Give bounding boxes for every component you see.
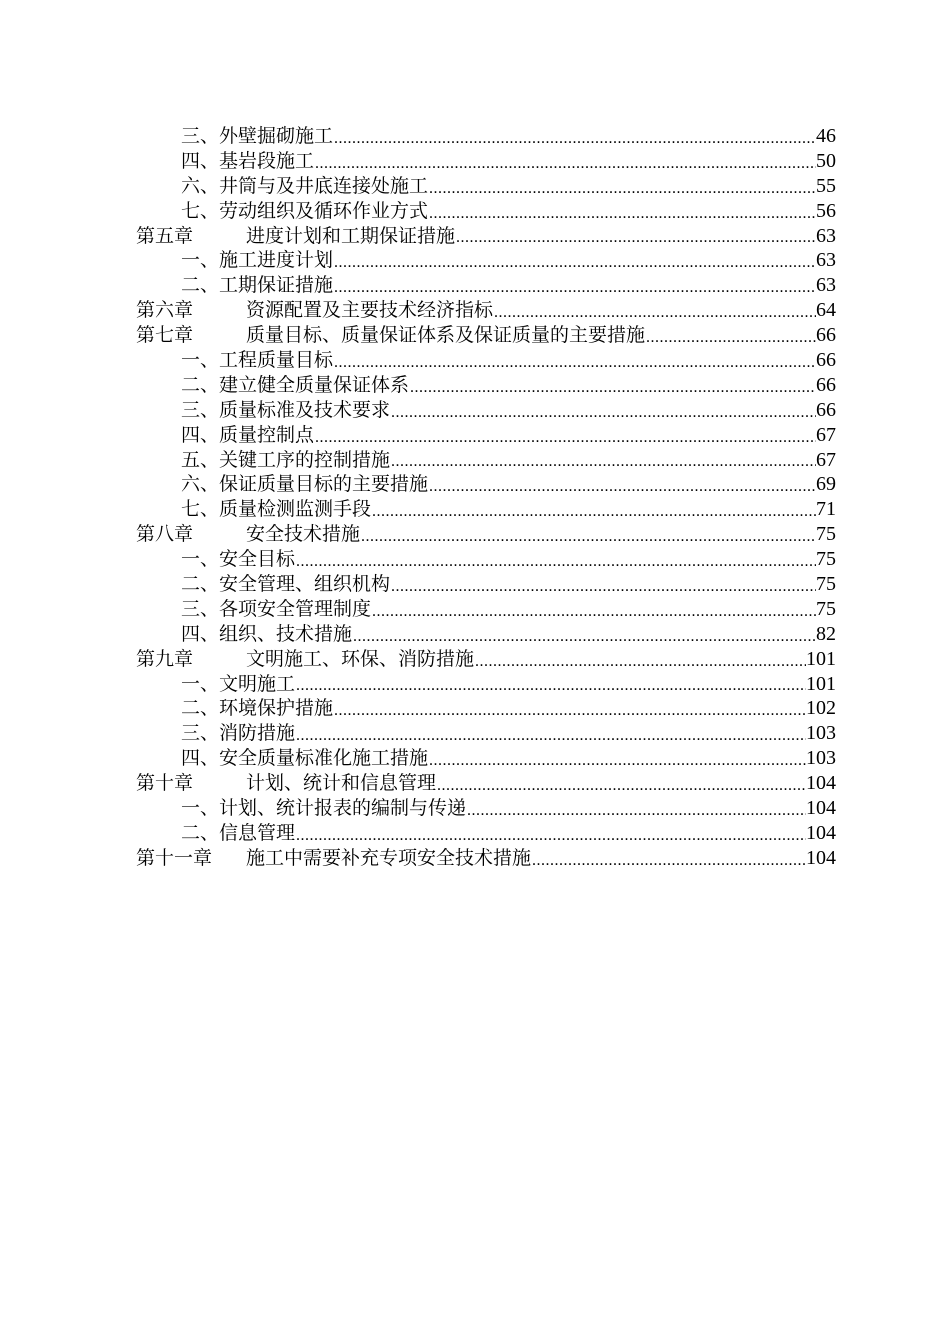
toc-entry-title: 施工进度计划 [219, 249, 334, 272]
toc-entry-title: 施工中需要补充专项安全技术措施 [246, 846, 532, 869]
toc-section-entry[interactable] [136, 547, 836, 572]
toc-entry-number: 三、 [181, 398, 220, 421]
toc-entry-page-number: 104 [806, 846, 836, 869]
toc-entry-page-number: 66 [816, 373, 836, 396]
toc-section-entry[interactable] [136, 497, 836, 522]
toc-entry-page-number: 56 [816, 199, 836, 222]
toc-dot-leader [390, 452, 816, 472]
toc-entry-title: 基岩段施工 [219, 149, 315, 172]
toc-entry-number: 第十一章 [136, 846, 213, 869]
toc-dot-leader [371, 602, 816, 622]
toc-section-entry[interactable] [136, 174, 836, 199]
toc-section-entry[interactable] [136, 273, 836, 298]
toc-dot-leader [466, 801, 806, 821]
toc-entry-number: 第九章 [136, 647, 194, 670]
toc-entry-number: 一、 [181, 249, 220, 272]
toc-entry-number: 二、 [181, 821, 220, 844]
toc-entry-number: 四、 [181, 149, 220, 172]
toc-entry-page-number: 63 [816, 274, 836, 297]
toc-entry-page-number: 75 [816, 548, 836, 571]
toc-entry-page-number: 75 [816, 573, 836, 596]
toc-section-entry[interactable] [136, 472, 836, 497]
toc-entry-title: 保证质量目标的主要措施 [219, 473, 429, 496]
toc-entry-title: 井筒与及井底连接处施工 [219, 174, 429, 197]
toc-entry-page-number: 66 [816, 324, 836, 347]
toc-dot-leader [645, 328, 816, 348]
toc-section-entry[interactable] [136, 199, 836, 224]
toc-entry-title: 外壁掘砌施工 [219, 124, 334, 147]
toc-entry-number: 二、 [181, 697, 220, 720]
toc-entry-number: 一、 [181, 349, 220, 371]
toc-section-entry[interactable] [136, 746, 836, 771]
toc-entry-page-number: 103 [806, 722, 836, 745]
toc-entry-page-number: 71 [816, 498, 836, 521]
toc-dot-leader [295, 726, 806, 746]
toc-dot-leader [390, 577, 816, 597]
toc-entry-number: 四、 [181, 747, 220, 770]
toc-entry-title: 文明施工 [219, 672, 296, 695]
toc-section-entry[interactable] [136, 373, 836, 398]
toc-entry-number: 一、 [181, 672, 220, 695]
toc-section-entry[interactable] [136, 572, 836, 597]
toc-dot-leader [436, 776, 806, 796]
toc-entry-title: 计划、统计报表的编制与传递 [219, 797, 467, 820]
toc-section-entry[interactable] [136, 721, 836, 746]
toc-entry-number: 四、 [181, 423, 220, 446]
toc-entry-page-number: 104 [806, 821, 836, 844]
toc-entry-title: 计划、统计和信息管理 [246, 772, 437, 795]
toc-entry-title: 各项安全管理制度 [219, 597, 372, 620]
toc-entry-title: 资源配置及主要技术经济指标 [246, 299, 494, 322]
toc-entry-number: 一、 [181, 797, 220, 820]
toc-dot-leader [409, 378, 816, 398]
toc-chapter-entry[interactable] [136, 771, 836, 796]
toc-entry-title: 进度计划和工期保证措施 [246, 224, 456, 247]
toc-dot-leader [295, 552, 816, 572]
toc-dot-leader [531, 851, 806, 871]
toc-section-entry[interactable] [136, 597, 836, 622]
toc-entry-number: 六、 [181, 174, 220, 197]
toc-entry-page-number: 63 [816, 224, 836, 247]
toc-entry-page-number: 64 [816, 299, 836, 322]
toc-dot-leader [333, 253, 816, 273]
toc-chapter-entry[interactable] [136, 522, 836, 547]
toc-section-entry[interactable] [136, 348, 836, 373]
toc-entry-number: 第十章 [136, 772, 194, 795]
toc-chapter-entry[interactable] [136, 846, 836, 871]
toc-entry-title: 环境保护措施 [219, 697, 334, 720]
toc-entry-page-number: 101 [806, 672, 836, 695]
toc-chapter-entry[interactable] [136, 323, 836, 348]
toc-entry-page-number: 104 [806, 772, 836, 795]
toc-entry-title: 安全技术措施 [246, 523, 361, 546]
toc-dot-leader [352, 627, 816, 647]
toc-entry-number: 七、 [181, 199, 220, 222]
toc-dot-leader [295, 826, 806, 846]
toc-entry-number: 六、 [181, 473, 220, 496]
toc-entry-page-number: 69 [816, 473, 836, 496]
toc-entry-title: 安全质量标准化施工措施 [219, 747, 429, 770]
toc-dot-leader [455, 228, 816, 248]
toc-section-entry[interactable] [136, 821, 836, 846]
toc-entry-number: 四、 [181, 622, 220, 645]
toc-dot-leader [333, 129, 816, 149]
toc-entry-title: 质量目标、质量保证体系及保证质量的主要措施 [246, 324, 646, 347]
toc-entry-title: 信息管理 [219, 821, 296, 844]
toc-entry-page-number: 75 [816, 523, 836, 546]
toc-entry-number: 三、 [181, 124, 220, 147]
toc-section-entry[interactable] [136, 124, 836, 149]
toc-section-entry[interactable] [136, 696, 836, 721]
toc-entry-number: 第八章 [136, 523, 194, 546]
toc-entry-number: 七、 [181, 498, 220, 521]
toc-entry-page-number: 101 [806, 647, 836, 670]
toc-entry-title: 劳动组织及循环作业方式 [219, 199, 429, 222]
toc-chapter-entry[interactable] [136, 647, 836, 672]
toc-entry-title: 质量标准及技术要求 [219, 398, 391, 421]
toc-entry-page-number: 55 [816, 174, 836, 197]
toc-chapter-entry[interactable] [136, 298, 836, 323]
toc-entry-title: 消防措施 [219, 722, 296, 745]
toc-entry-number: 第五章 [136, 224, 194, 247]
toc-entry-number: 二、 [181, 373, 220, 396]
toc-entry-page-number: 67 [816, 448, 836, 471]
toc-entry-title: 文明施工、环保、消防措施 [246, 647, 475, 670]
toc-section-entry[interactable] [136, 796, 836, 821]
toc-section-entry[interactable] [136, 672, 836, 697]
toc-entry-number: 三、 [181, 597, 220, 620]
toc-entry-number: 五、 [181, 448, 220, 471]
toc-entry-page-number: 75 [816, 597, 836, 620]
toc-section-entry[interactable] [136, 448, 836, 473]
toc-entry-page-number: 102 [806, 697, 836, 720]
toc-entry-page-number: 104 [806, 797, 836, 820]
toc-section-entry[interactable] [136, 398, 836, 423]
toc-dot-leader [428, 477, 816, 497]
toc-section-entry[interactable] [136, 248, 836, 273]
toc-chapter-entry[interactable] [136, 224, 836, 249]
toc-entry-title: 关键工序的控制措施 [219, 448, 391, 471]
toc-dot-leader [428, 204, 816, 224]
toc-entry-page-number: 50 [816, 149, 836, 172]
toc-entry-number: 第七章 [136, 324, 194, 347]
toc-dot-leader [360, 527, 816, 547]
toc-entry-number: 三、 [181, 722, 220, 745]
table-of-contents [136, 124, 836, 871]
toc-dot-leader [333, 353, 816, 373]
toc-section-entry[interactable] [136, 149, 836, 174]
toc-entry-title: 工期保证措施 [219, 274, 334, 297]
toc-entry-page-number: 63 [816, 249, 836, 272]
toc-dot-leader [314, 428, 816, 448]
toc-entry-title: 质量控制点 [219, 423, 315, 446]
toc-entry-title: 建立健全质量保证体系 [219, 373, 410, 396]
toc-entry-page-number: 46 [816, 124, 836, 147]
toc-dot-leader [333, 278, 816, 298]
toc-dot-leader [428, 179, 816, 199]
toc-entry-page-number: 66 [816, 398, 836, 421]
toc-entry-title: 安全目标 [219, 548, 296, 571]
toc-entry-title: 质量检测监测手段 [219, 498, 372, 521]
toc-dot-leader [474, 652, 806, 672]
toc-entry-title: 安全管理、组织机构 [219, 573, 391, 596]
toc-dot-leader [390, 403, 816, 423]
toc-entry-number: 二、 [181, 573, 220, 596]
toc-dot-leader [428, 751, 806, 771]
toc-list [136, 124, 836, 871]
toc-section-entry[interactable] [136, 622, 836, 647]
toc-dot-leader [333, 701, 806, 721]
toc-entry-page-number: 67 [816, 423, 836, 446]
toc-entry-page-number: 66 [816, 349, 836, 371]
toc-entry-number: 二、 [181, 274, 220, 297]
toc-dot-leader [295, 676, 806, 696]
toc-entry-number: 第六章 [136, 299, 194, 322]
toc-dot-leader [493, 303, 816, 323]
toc-entry-title: 组织、技术措施 [219, 622, 353, 645]
toc-entry-page-number: 82 [816, 622, 836, 645]
toc-entry-page-number: 103 [806, 747, 836, 770]
toc-entry-title: 工程质量目标 [219, 349, 334, 371]
toc-section-entry[interactable] [136, 423, 836, 448]
toc-entry-number: 一、 [181, 548, 220, 571]
toc-dot-leader [371, 502, 816, 522]
toc-dot-leader [314, 154, 816, 174]
